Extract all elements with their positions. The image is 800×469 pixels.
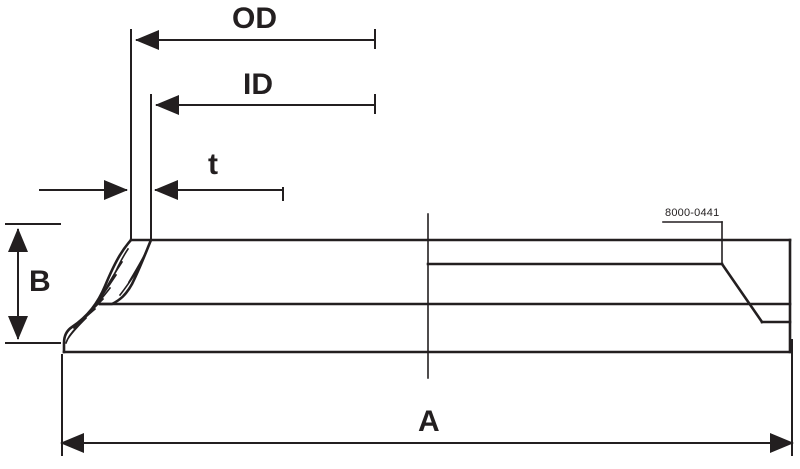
part-section-hatching <box>66 249 128 343</box>
dimension-label-t: t <box>208 148 218 181</box>
part-outline-flange-inner <box>100 240 151 304</box>
dimension-label-a: A <box>418 405 440 438</box>
dimension-label-od: OD <box>232 2 277 35</box>
dimension-label-id: ID <box>243 68 273 101</box>
part-outline-flange-left <box>64 240 131 352</box>
part-outline-right-ferrule <box>428 264 790 322</box>
part-number-label: 8000-0441 <box>665 207 720 219</box>
dimension-label-b: B <box>29 265 51 298</box>
leader-line-part-number <box>663 222 722 264</box>
part-inner-hatching <box>120 252 146 295</box>
